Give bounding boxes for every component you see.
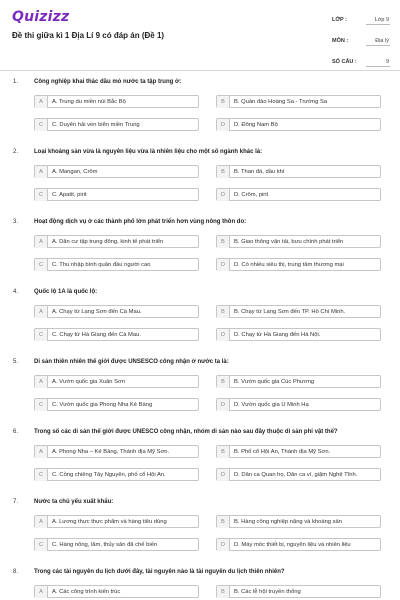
option-a[interactable] xyxy=(34,515,199,528)
option-letter: A xyxy=(35,586,48,598)
worksheet-meta xyxy=(332,15,390,78)
option-letter: D xyxy=(217,259,230,271)
question-text: Nước ta chủ yếu xuất khẩu: xyxy=(34,499,114,505)
option-b[interactable] xyxy=(216,375,381,388)
option-c[interactable] xyxy=(34,398,199,411)
option-letter: D xyxy=(217,399,230,411)
option-text: B. Chạy từ Lạng Sơn đến TP. Hồ Chí Minh. xyxy=(234,309,346,315)
option-text: B. Phố cổ Hội An, Thánh địa Mỹ Sơn. xyxy=(234,449,331,455)
option-a[interactable] xyxy=(34,95,199,108)
meta-class-label: LỚP : xyxy=(332,17,347,23)
option-letter: A xyxy=(35,96,48,108)
question-number: 8. xyxy=(13,569,19,575)
option-letter: A xyxy=(35,166,48,178)
quizizz-logo: Quizizz xyxy=(12,9,70,25)
option-letter: A xyxy=(35,236,48,248)
option-letter: D xyxy=(217,189,230,201)
question-number: 6. xyxy=(13,429,19,435)
option-letter: D xyxy=(217,539,230,551)
option-text: D. Đông Nam Bộ xyxy=(234,122,278,128)
option-d[interactable] xyxy=(216,538,381,551)
option-letter: B xyxy=(217,166,230,178)
option-letter: D xyxy=(217,469,230,481)
option-letter: B xyxy=(217,586,230,598)
option-text: B. Than đá, dầu khí xyxy=(234,169,285,175)
option-text: A. Các công trình kiến trúc xyxy=(52,589,121,595)
option-text: A. Phong Nha – Kẻ Bàng, Thánh địa Mỹ Sơn. xyxy=(52,449,170,455)
option-text: D. Vườn quốc gia U Minh Hạ xyxy=(234,402,309,408)
option-text: A. Trung du miền núi Bắc Bộ xyxy=(52,99,126,105)
option-letter: B xyxy=(217,446,230,458)
option-b[interactable] xyxy=(216,165,381,178)
option-text: B. Các lễ hội truyền thống xyxy=(234,589,301,595)
option-c[interactable] xyxy=(34,188,199,201)
option-letter: A xyxy=(35,376,48,388)
option-text: A. Lương thực thực phẩm và hàng tiêu dùng xyxy=(52,519,167,525)
option-b[interactable] xyxy=(216,95,381,108)
question-text: Loại khoáng sản vừa là nguyên liệu vừa là nhiên liệu cho một số ngành khác là: xyxy=(34,149,263,155)
option-d[interactable] xyxy=(216,328,381,341)
option-text: B. Vườn quốc gia Cúc Phương xyxy=(234,379,315,385)
option-text: A. Mangan, Crôm xyxy=(52,169,98,175)
option-d[interactable] xyxy=(216,118,381,131)
option-letter: A xyxy=(35,446,48,458)
option-text: B. Hàng công nghiệp nặng và khoáng sản xyxy=(234,519,342,525)
option-letter: B xyxy=(217,96,230,108)
meta-count-row xyxy=(332,57,390,78)
option-letter: C xyxy=(35,329,48,341)
option-letter: A xyxy=(35,516,48,528)
option-letter: B xyxy=(217,516,230,528)
question-number: 4. xyxy=(13,289,19,295)
meta-subject-label: MÔN : xyxy=(332,38,349,44)
option-d[interactable] xyxy=(216,398,381,411)
option-text: A. Vườn quốc gia Xuân Sơn xyxy=(52,379,126,385)
meta-class-value: Lớp 9 xyxy=(366,14,390,25)
option-d[interactable] xyxy=(216,188,381,201)
meta-subject-row xyxy=(332,36,390,57)
option-text: B. Giao thông vận tải, bưu chính phát triển xyxy=(234,239,344,245)
meta-class-row xyxy=(332,15,390,36)
option-letter: B xyxy=(217,376,230,388)
question-text: Quốc lộ 1A là quốc lộ: xyxy=(34,289,98,295)
header-divider xyxy=(0,70,400,71)
question-number: 5. xyxy=(13,359,19,365)
meta-subject-value: Địa lý xyxy=(366,35,390,46)
option-b[interactable] xyxy=(216,445,381,458)
option-text: D. Crôm, pirit xyxy=(234,192,269,198)
option-letter: C xyxy=(35,399,48,411)
option-text: C. Thu nhập bình quân đầu người cao xyxy=(52,262,151,268)
option-d[interactable] xyxy=(216,468,381,481)
page-title: Đề thi giữa kì 1 Địa Lí 9 có đáp án (Đề 1) xyxy=(12,31,165,40)
meta-count-value: 9 xyxy=(366,56,390,67)
option-a[interactable] xyxy=(34,305,199,318)
option-letter: A xyxy=(35,306,48,318)
question-text: Hoạt động dịch vụ ở các thành phố lớn phát triển hơn vùng nông thôn do: xyxy=(34,219,247,225)
option-c[interactable] xyxy=(34,118,199,131)
option-letter: D xyxy=(217,119,230,131)
option-b[interactable] xyxy=(216,515,381,528)
option-b[interactable] xyxy=(216,235,381,248)
option-letter: B xyxy=(217,306,230,318)
option-a[interactable] xyxy=(34,375,199,388)
option-b[interactable] xyxy=(216,305,381,318)
option-letter: C xyxy=(35,469,48,481)
option-letter: B xyxy=(217,236,230,248)
option-text: D. Chạy từ Hà Giang đến Hà Nội. xyxy=(234,332,321,338)
option-text: D. Có nhiều siêu thị, trung tâm thương mại xyxy=(234,262,344,268)
option-a[interactable] xyxy=(34,445,199,458)
option-letter: C xyxy=(35,189,48,201)
option-c[interactable] xyxy=(34,538,199,551)
meta-count-label: SỐ CÂU : xyxy=(332,59,357,65)
option-b[interactable] xyxy=(216,585,381,598)
option-text: A. Chạy từ Lạng Sơn đến Cà Mau. xyxy=(52,309,142,315)
option-text: C. Duyên hải ven biển miền Trung xyxy=(52,122,140,128)
option-letter: D xyxy=(217,329,230,341)
option-letter: C xyxy=(35,259,48,271)
question-text: Di sản thiên nhiên thế giới được UNSESCO công nhận ở nước ta là: xyxy=(34,359,229,365)
option-text: D. Dân ca Quan họ, Dân ca ví, giặm Nghệ Tĩnh. xyxy=(234,472,358,478)
option-letter: C xyxy=(35,119,48,131)
option-text: C. Apatit, pirit xyxy=(52,192,87,198)
option-d[interactable] xyxy=(216,258,381,271)
option-text: C. Vườn quốc gia Phong Nha Kẻ Bàng xyxy=(52,402,153,408)
question-text: Trong các tài nguyên du lịch dưới đây, tài nguyên nào là tài nguyên du lịch thiên nhiên? xyxy=(34,569,285,575)
question-number: 3. xyxy=(13,219,19,225)
question-number: 1. xyxy=(13,79,19,85)
option-c[interactable] xyxy=(34,468,199,481)
question-text: Công nghiệp khai thác dầu mỏ nước ta tập trung ở: xyxy=(34,79,182,85)
option-text: B. Quần đảo Hoàng Sa - Trường Sa xyxy=(234,99,328,105)
option-c[interactable] xyxy=(34,328,199,341)
option-text: C. Chạy từ Hà Giang đến Cà Mau. xyxy=(52,332,141,338)
question-number: 7. xyxy=(13,499,19,505)
question-number: 2. xyxy=(13,149,19,155)
option-letter: C xyxy=(35,539,48,551)
option-a[interactable] xyxy=(34,165,199,178)
option-text: C. Hàng nông, lâm, thủy sản đã chế biến xyxy=(52,542,158,548)
option-a[interactable] xyxy=(34,235,199,248)
option-text: D. Máy móc thiết bị, nguyên liệu và nhiên liệu xyxy=(234,542,351,548)
option-c[interactable] xyxy=(34,258,199,271)
option-a[interactable] xyxy=(34,585,199,598)
option-text: C. Cồng chiêng Tây Nguyên, phố cổ Hội An. xyxy=(52,472,166,478)
question-text: Trong số các di sản thế giới được UNESCO công nhận, nhóm di sản nào sau đây thuộc di sản phi vật thể? xyxy=(34,429,338,435)
option-text: A. Dân cư tập trung đông, kinh tế phát triển xyxy=(52,239,164,245)
